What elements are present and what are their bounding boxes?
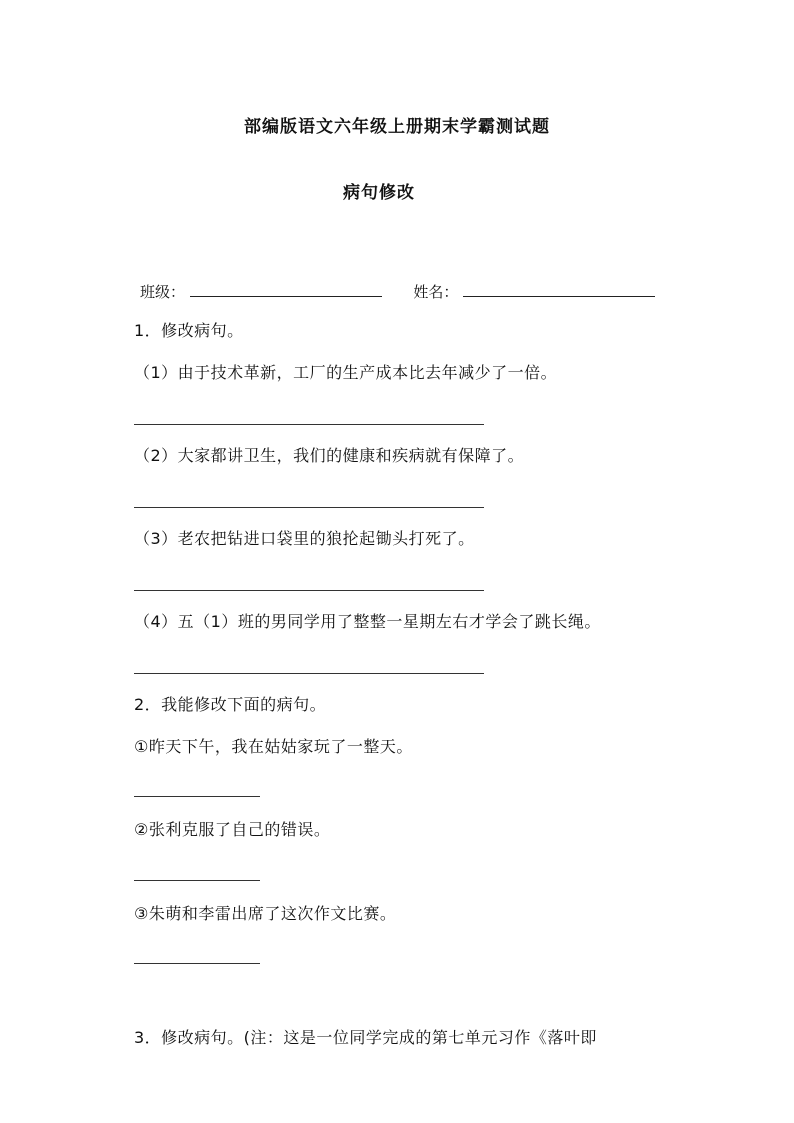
student-info-row — [140, 281, 655, 303]
q1-stem: 1．修改病句。 — [134, 321, 244, 340]
name-label: 姓名： — [413, 283, 459, 301]
q2-answer-line-3[interactable] — [134, 963, 260, 964]
q3-stem: 3．修改病句。(注：这是一位同学完成的第七单元习作《落叶即 — [134, 1028, 597, 1047]
q1-item-1: （1）由于技术革新，工厂的生产成本比去年减少了一倍。 — [134, 363, 558, 382]
worksheet-subtitle: 病句修改 — [343, 183, 415, 203]
q1-item-3: （3）老农把钻进口袋里的狼抡起锄头打死了。 — [134, 529, 475, 548]
worksheet-title: 部编版语文六年级上册期末学霸测试题 — [244, 117, 550, 137]
q1-answer-line-1[interactable] — [134, 424, 484, 425]
class-label: 班级： — [140, 283, 186, 301]
q1-answer-line-4[interactable] — [134, 673, 484, 674]
q1-item-4: （4）五（1）班的男同学用了整整一星期左右才学会了跳长绳。 — [134, 612, 601, 631]
name-blank[interactable] — [463, 282, 655, 297]
q2-answer-line-1[interactable] — [134, 796, 260, 797]
q2-item-1: ①昨天下午，我在姑姑家玩了一整天。 — [134, 737, 413, 756]
class-blank[interactable] — [190, 282, 382, 297]
q2-stem: 2．我能修改下面的病句。 — [134, 695, 327, 714]
q1-answer-line-2[interactable] — [134, 507, 484, 508]
q1-item-2: （2）大家都讲卫生，我们的健康和疾病就有保障了。 — [134, 446, 525, 465]
q2-item-3: ③朱萌和李雷出席了这次作文比赛。 — [134, 904, 397, 923]
q2-item-2: ②张利克服了自己的错误。 — [134, 820, 331, 839]
q1-answer-line-3[interactable] — [134, 590, 484, 591]
q2-answer-line-2[interactable] — [134, 880, 260, 881]
